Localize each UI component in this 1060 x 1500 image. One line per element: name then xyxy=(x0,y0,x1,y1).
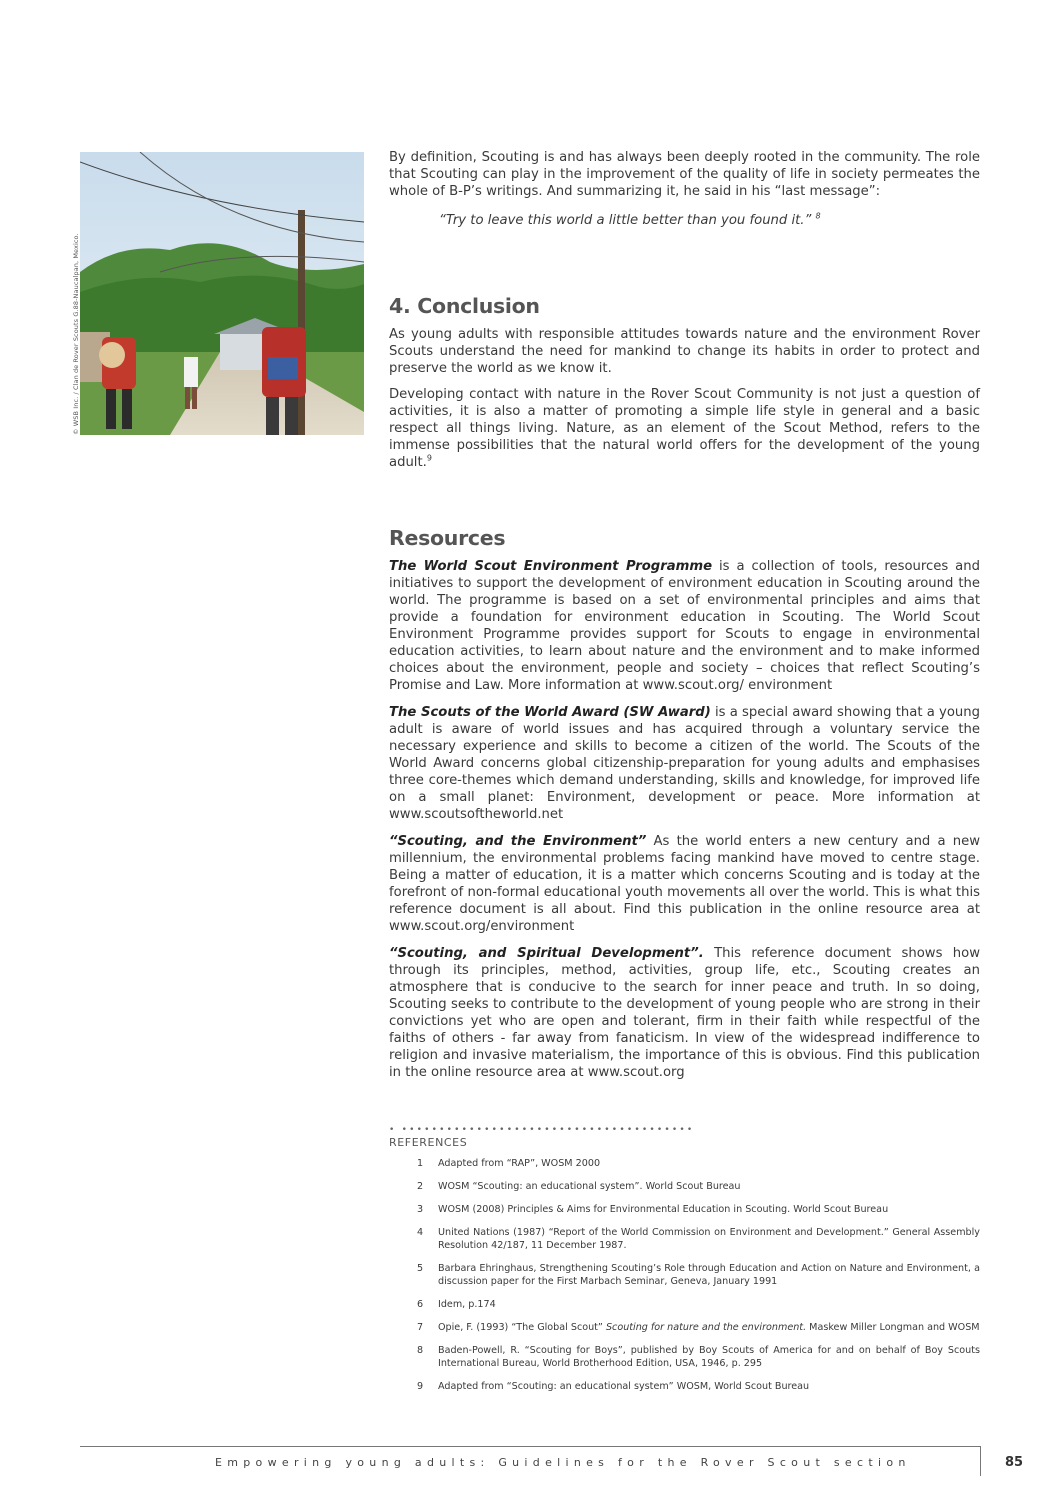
reference-text: Adapted from “Scouting: an educational system” WOSM, World Scout Bureau xyxy=(438,1381,810,1392)
resource-text: is a special award showing that a young adult is aware of world issues and has acquired through a voluntary service the necessary experience and skills to become a citizen of the world. The Scouts of the World Award concerns global citizenship-preparation for young adults and emphasises three core-themes which demand understanding, skills and knowledge, for improved life on a small planet: Environment, development or peace. More information at www.scoutsoftheworld.net xyxy=(389,705,980,822)
reference-item xyxy=(389,1226,980,1252)
reference-number: 1 xyxy=(417,1158,424,1169)
page-number: 85 xyxy=(1005,1455,1024,1470)
reference-item xyxy=(389,1380,980,1393)
reference-item xyxy=(389,1262,980,1288)
reference-number: 4 xyxy=(417,1227,424,1238)
reference-number: 8 xyxy=(417,1345,424,1356)
resource-text: This reference document shows how through its principles, method, activities, group life, etc., Scouting creates an atmosphere that is conducive to the search for inner peace and truth. In so doing, Scouting seeks to contribute to the development of young people who are strong in their convictions yet who are open and tolerant, firm in their faith while respectful of the faiths of others - far away from fanaticism. In view of the widespread indifference to religion and invasive materialism, the importance of this is obvious. Find this publication in the online resource area at www.scout.org xyxy=(389,946,980,1080)
resource-title: “Scouting, and the Environment” xyxy=(389,834,647,849)
footer-rule xyxy=(80,1446,980,1447)
resource-title: The World Scout Environment Programme xyxy=(389,559,713,574)
conclusion-paragraph-1: As young adults with responsible attitudes towards nature and the environment Rover Scouts understand the need for mankind to change its habits in order to protect and preserve the world as we know it. xyxy=(389,327,980,376)
resource-item xyxy=(389,558,980,694)
photo-credit: © WSB Inc. / Clan de Rover Scouts G.88-Naucalpan, Mexico. xyxy=(72,233,80,435)
reference-text: Opie, F. (1993) “The Global Scout” xyxy=(438,1322,603,1333)
resources-section xyxy=(389,526,980,1081)
conclusion-section xyxy=(389,294,980,471)
reference-item xyxy=(389,1344,980,1370)
reference-text: WOSM “Scouting: an educational system”. World Scout Bureau xyxy=(438,1181,741,1192)
resource-item xyxy=(389,704,980,823)
conclusion-paragraph-2 xyxy=(389,386,980,471)
intro-paragraph: By definition, Scouting is and has always been deeply rooted in the community. The role that Scouting can play in the improvement of the quality of life in society permeates the whole of B-P’s writings. And summarizing it, he said in his “last message”: xyxy=(389,150,980,199)
quote-text: “Try to leave this world a little better than you found it.” xyxy=(439,213,812,228)
reference-text: Barbara Ehringhaus, Strengthening Scouting’s Role through Education and Action on Nature and Environment, a discussion paper for the First Marbach Seminar, Geneva, January 1991 xyxy=(438,1263,980,1287)
reference-number: 5 xyxy=(417,1263,424,1274)
reference-text-after: Maskew Miller Longman and WOSM xyxy=(806,1322,980,1333)
reference-item xyxy=(389,1157,980,1170)
conclusion-paragraph-2-text: Developing contact with nature in the Rover Scout Community is not just a question of activities, it is also a matter of promoting a simple life style in general and a basic respect all things living. Nature, as an element of the Scout Method, refers to the immense possibilities that the natural world offers for the development of the young adult. xyxy=(389,387,980,470)
scouts-photo xyxy=(80,152,364,435)
reference-number: 3 xyxy=(417,1204,424,1215)
reference-number: 9 xyxy=(417,1381,424,1392)
reference-item xyxy=(389,1203,980,1216)
reference-item xyxy=(389,1180,980,1193)
resources-heading: Resources xyxy=(389,526,506,550)
references-section xyxy=(389,1126,980,1393)
references-divider: • ••••••••••••••••••••••••••••••••••••••• xyxy=(389,1125,695,1135)
footer-title: Empowering young adults: Guidelines for the Rover Scout section xyxy=(215,1456,911,1469)
bp-quote xyxy=(439,212,980,229)
intro-section xyxy=(389,149,980,229)
reference-text: Adapted from “RAP”, WOSM 2000 xyxy=(438,1158,601,1169)
reference-number: 6 xyxy=(417,1299,424,1310)
footer-divider xyxy=(980,1446,981,1476)
resource-title: The Scouts of the World Award (SW Award) xyxy=(389,705,711,720)
reference-italic-title: Scouting for nature and the environment. xyxy=(605,1322,807,1333)
reference-text: Baden-Powell, R. “Scouting for Boys”, published by Boy Scouts of America for and on behalf of Boy Scouts International Bureau, World Brotherhood Edition, USA, 1946, p. 295 xyxy=(438,1345,980,1369)
reference-number: 7 xyxy=(417,1322,424,1333)
references-list xyxy=(389,1157,980,1393)
quote-footnote: 8 xyxy=(815,211,821,221)
resource-title: “Scouting, and Spiritual Development”. xyxy=(389,946,704,961)
resource-text: As the world enters a new century and a new millennium, the environmental problems facing mankind have moved to centre stage. Being a matter of education, it is a matter which concerns Scouting and is today at the forefront of non-formal educational youth movements all over the world. This is what this reference document is all about. Find this publication in the online resource area at www.scout.org/environment xyxy=(389,834,980,934)
references-heading: REFERENCES xyxy=(389,1136,468,1149)
reference-text: WOSM (2008) Principles & Aims for Environmental Education in Scouting. World Scout Bureau xyxy=(438,1204,889,1215)
conclusion-heading: 4. Conclusion xyxy=(389,294,540,318)
resource-item xyxy=(389,833,980,935)
resource-text: is a collection of tools, resources and initiatives to support the development of environment education in Scouting around the world. The programme is based on a set of environmental principles and aims that provide a foundation for environment education in Scouting. The World Scout Environment Programme provides support for Scouts to engage in environmental education activities, to learn about nature and the environment and to make informed choices about the environment, people and society – choices that reflect Scouting’s Promise and Law. More information at www.scout.org/ environment xyxy=(389,559,980,693)
reference-item xyxy=(389,1321,980,1334)
resource-item xyxy=(389,945,980,1081)
conclusion-footnote: 9 xyxy=(426,453,432,463)
reference-number: 2 xyxy=(417,1181,424,1192)
reference-item xyxy=(389,1298,980,1311)
reference-text: Idem, p.174 xyxy=(438,1299,496,1310)
reference-text: United Nations (1987) “Report of the World Commission on Environment and Development.” General Assembly Resolution 42/187, 11 December 1987. xyxy=(438,1227,980,1251)
